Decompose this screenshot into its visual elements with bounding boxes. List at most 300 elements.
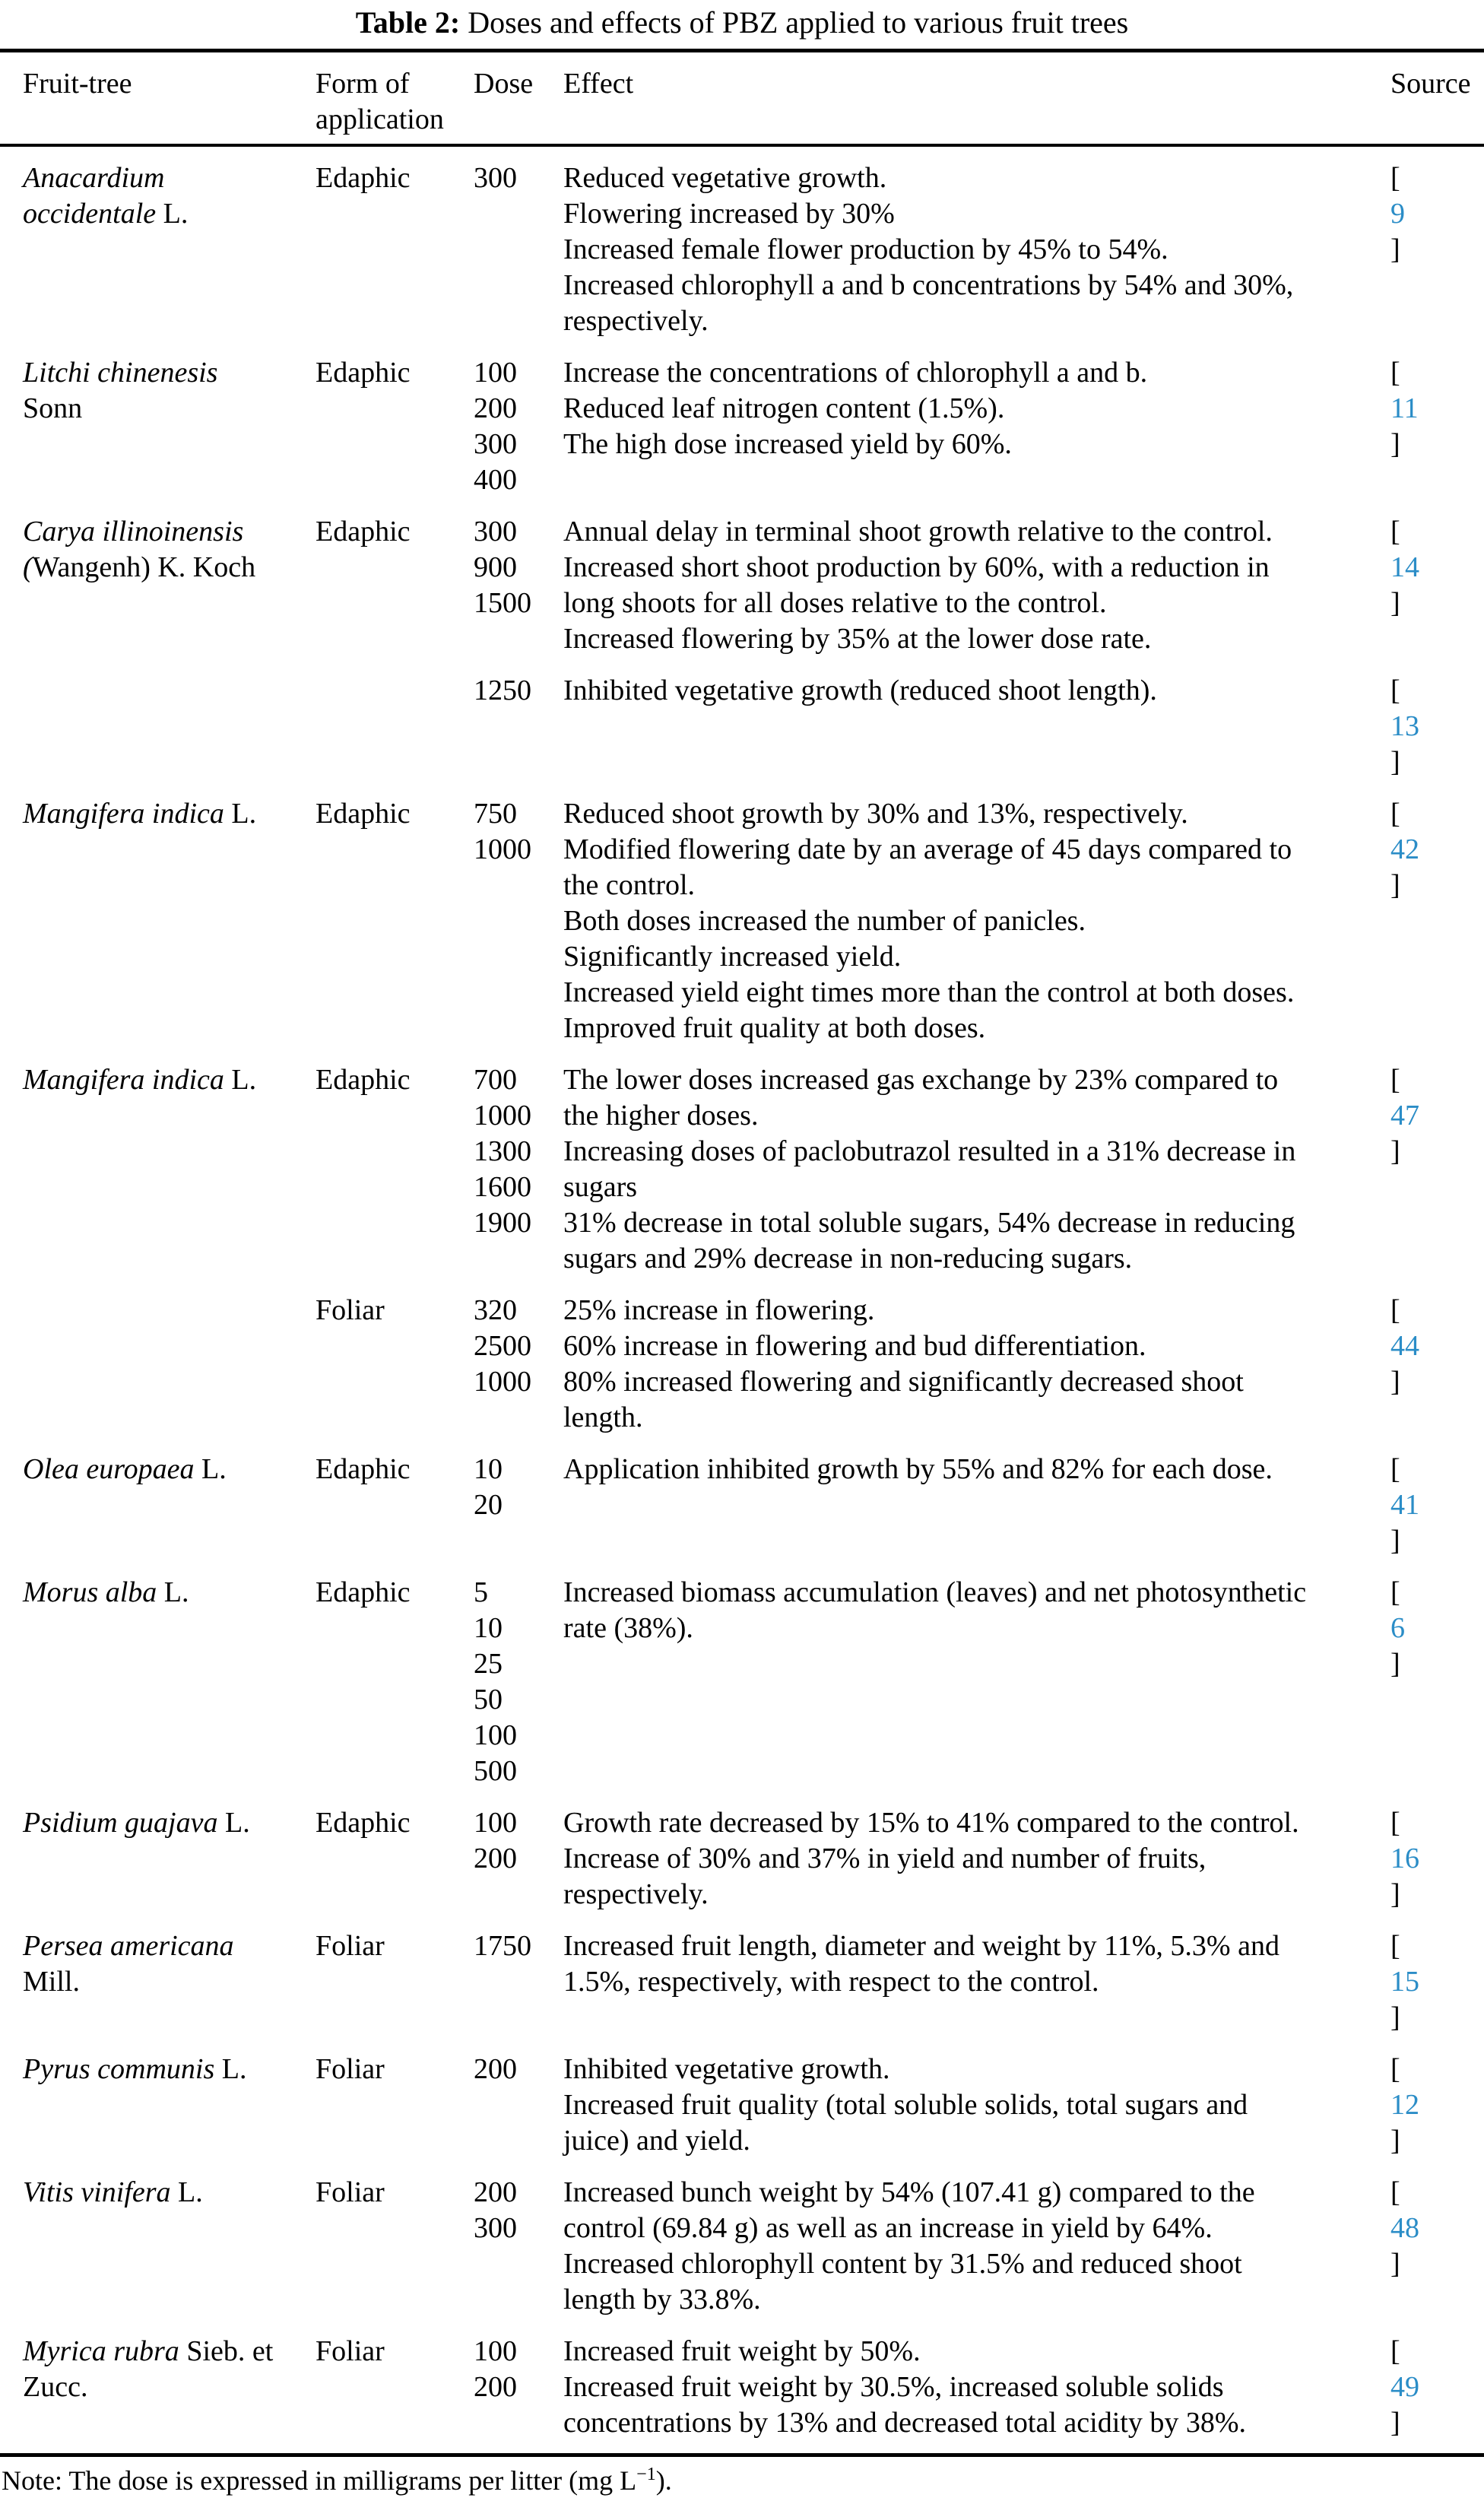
effect-line: Both doses increased the number of panicles.: [563, 905, 1086, 937]
citation-close-bracket: ]: [1390, 1878, 1400, 1910]
effect-cell: [563, 2334, 1380, 2441]
citation: [1390, 2334, 1469, 2441]
citation-close-bracket: ]: [1390, 2248, 1400, 2280]
species-name-italic: Psidium guajava: [23, 1807, 218, 1839]
effect-line: Reduced shoot growth by 30% and 13%, respectively.: [563, 798, 1188, 830]
citation-close-bracket: ]: [1390, 233, 1400, 265]
species-name-roman: L.: [194, 1453, 227, 1485]
effect-line: 31% decrease in total soluble sugars, 54% decrease in reducing: [563, 1207, 1295, 1239]
dose-value: 700: [474, 1064, 517, 1096]
fruit-tree-cell: [23, 2175, 316, 2318]
effect-cell: [563, 355, 1380, 498]
effect-cell: [563, 514, 1380, 657]
form-of-application-value: Foliar: [316, 1294, 385, 1326]
dose-value: 50: [474, 1684, 503, 1716]
form-of-application-cell: [316, 1805, 474, 1912]
species-name-roman: Mill.: [23, 1966, 80, 1998]
effect-line: Increased short shoot production by 60%, with a reduction in: [563, 551, 1270, 583]
source-cell: [1380, 2334, 1469, 2441]
table-row: [0, 1805, 1484, 1912]
dose-value: 1300: [474, 1135, 531, 1167]
citation-close-bracket: ]: [1390, 869, 1400, 901]
citation-open-bracket: [: [1390, 798, 1400, 830]
column-header-fruit-tree: [23, 66, 316, 138]
species-name-roman: L.: [156, 198, 189, 230]
effect-line: Annual delay in terminal shoot growth relative to the control.: [563, 516, 1273, 548]
effect-line: 25% increase in flowering.: [563, 1294, 875, 1326]
citation-open-bracket: [: [1390, 1064, 1400, 1096]
species-name-italic: Myrica rubra: [23, 2335, 179, 2367]
source-cell: [1380, 2175, 1469, 2318]
effect-line: Significantly increased yield.: [563, 941, 902, 973]
species-name-roman: Sonn: [23, 392, 83, 424]
fruit-tree-name-line: [23, 1805, 316, 1841]
effect-cell: [563, 1575, 1380, 1789]
effect-line: juice) and yield.: [563, 2125, 750, 2157]
dose-value: 1250: [474, 674, 531, 706]
fruit-tree-name-line: [23, 355, 316, 391]
dose-cell: [474, 514, 563, 657]
species-name-roman: L.: [170, 2176, 203, 2208]
species-name-roman: L.: [224, 1064, 257, 1096]
fruit-tree-cell: [23, 1062, 316, 1277]
citation-open-bracket: [: [1390, 2335, 1400, 2367]
species-name-italic: Vitis vinifera: [23, 2176, 171, 2208]
effect-line: Increased bunch weight by 54% (107.41 g) compared to the: [563, 2176, 1255, 2208]
footnote-superscript: −1: [636, 2465, 656, 2484]
species-name-italic: Anacardium: [23, 162, 165, 194]
effect-line: Inhibited vegetative growth.: [563, 2053, 890, 2085]
citation-open-bracket: [: [1390, 357, 1400, 389]
column-header-effect-label: Effect: [563, 68, 634, 100]
table-row: [0, 2175, 1484, 2318]
citation: [1390, 1805, 1469, 1912]
fruit-tree-cell: [23, 355, 316, 498]
dose-value: 200: [474, 2371, 517, 2403]
species-name-italic: occidentale: [23, 198, 157, 230]
source-cell: [1380, 673, 1469, 780]
effect-cell: [563, 796, 1380, 1046]
dose-value: 10: [474, 1453, 503, 1485]
form-of-application-cell: [316, 160, 474, 339]
dose-cell: [474, 2175, 563, 2318]
citation-open-bracket: [: [1390, 2176, 1400, 2208]
citation-close-bracket: ]: [1390, 587, 1400, 619]
species-name-italic: Olea europaea: [23, 1453, 195, 1485]
fruit-tree-name-line: [23, 514, 316, 550]
dose-value: 750: [474, 798, 517, 830]
table-row: [0, 673, 1484, 780]
effect-line: 60% increase in flowering and bud differentiation.: [563, 1330, 1146, 1362]
citation-link[interactable]: 14: [1390, 551, 1419, 583]
citation-link[interactable]: 15: [1390, 1966, 1419, 1998]
citation: [1390, 1452, 1469, 1559]
effect-line: Modified flowering date by an average of 45 days compared to: [563, 833, 1292, 865]
effect-line: sugars: [563, 1171, 638, 1203]
fruit-tree-name-line: [23, 2052, 316, 2087]
effect-line: The lower doses increased gas exchange by 23% compared to: [563, 1064, 1279, 1096]
effect-line: Increasing doses of paclobutrazol resulted in a 31% decrease in: [563, 1135, 1296, 1167]
dose-cell: [474, 160, 563, 339]
species-name-italic: Pyrus communis: [23, 2053, 215, 2085]
citation-open-bracket: [: [1390, 674, 1400, 706]
citation-close-bracket: ]: [1390, 1366, 1400, 1398]
effect-cell: [563, 673, 1380, 780]
dose-value: 200: [474, 2176, 517, 2208]
citation-link[interactable]: 13: [1390, 710, 1419, 742]
effect-cell: [563, 1062, 1380, 1277]
dose-value: 200: [474, 392, 517, 424]
dose-cell: [474, 2052, 563, 2159]
effect-line: Application inhibited growth by 55% and 82% for each dose.: [563, 1453, 1273, 1485]
source-cell: [1380, 796, 1469, 1046]
table-row: [0, 1452, 1484, 1559]
fruit-tree-cell: [23, 796, 316, 1046]
effect-line: Reduced vegetative growth.: [563, 162, 887, 194]
dose-value: 200: [474, 1843, 517, 1874]
source-cell: [1380, 1805, 1469, 1912]
citation-open-bracket: [: [1390, 162, 1400, 194]
form-of-application-cell: [316, 1293, 474, 1436]
effect-line: control (69.84 g) as well as an increase in yield by 64%.: [563, 2212, 1213, 2244]
form-of-application-value: Edaphic: [316, 516, 411, 548]
column-header-source: [1380, 66, 1471, 138]
effect-line: The high dose increased yield by 60%.: [563, 428, 1012, 460]
dose-value: 100: [474, 1719, 517, 1751]
citation-close-bracket: ]: [1390, 746, 1400, 778]
citation: [1390, 1575, 1469, 1682]
fruit-tree-cell: [23, 1575, 316, 1789]
species-name-roman: Zucc.: [23, 2371, 88, 2403]
citation: [1390, 796, 1469, 903]
dose-value: 1750: [474, 1930, 531, 1962]
dose-value: 300: [474, 162, 517, 194]
form-of-application-cell: [316, 1575, 474, 1789]
dose-value: 2500: [474, 1330, 531, 1362]
dose-cell: [474, 1452, 563, 1559]
species-name-roman: L.: [217, 1807, 250, 1839]
column-header-form-of-application: [316, 66, 474, 138]
citation-link[interactable]: 11: [1390, 392, 1419, 424]
effect-line: Increase of 30% and 37% in yield and number of fruits,: [563, 1843, 1207, 1874]
citation-open-bracket: [: [1390, 1294, 1400, 1326]
effect-cell: [563, 160, 1380, 339]
citation: [1390, 673, 1469, 780]
species-name-italic: Mangifera indica: [23, 1064, 224, 1096]
species-name-italic: Persea americana: [23, 1930, 234, 1962]
effect-cell: [563, 1293, 1380, 1436]
citation: [1390, 1928, 1469, 2036]
species-name-roman: L.: [157, 1576, 189, 1608]
effect-cell: [563, 1452, 1380, 1559]
form-of-application-cell: [316, 673, 474, 780]
effect-line: respectively.: [563, 305, 709, 337]
fruit-tree-cell: [23, 1928, 316, 2036]
fruit-tree-cell: [23, 160, 316, 339]
form-of-application-value: Edaphic: [316, 1453, 411, 1485]
table-row: [0, 2052, 1484, 2159]
fruit-tree-name-line: [23, 1062, 316, 1098]
dose-value: 5: [474, 1576, 488, 1608]
fruit-tree-name-line: [23, 2334, 316, 2369]
dose-value: 1500: [474, 587, 531, 619]
fruit-tree-name-line: [23, 1928, 316, 1964]
form-of-application-cell: [316, 2052, 474, 2159]
dose-value: 400: [474, 464, 517, 496]
citation-open-bracket: [: [1390, 1576, 1400, 1608]
form-of-application-value: Edaphic: [316, 1807, 411, 1839]
species-name-italic: Litchi chinenesis: [23, 357, 218, 389]
species-name-italic: (: [23, 551, 33, 583]
citation-close-bracket: ]: [1390, 1135, 1400, 1167]
form-of-application-cell: [316, 2175, 474, 2318]
dose-value: 300: [474, 428, 517, 460]
dose-cell: [474, 1805, 563, 1912]
form-of-application-value: Foliar: [316, 1930, 385, 1962]
dose-value: 320: [474, 1294, 517, 1326]
form-of-application-cell: [316, 2334, 474, 2441]
source-cell: [1380, 514, 1469, 657]
citation-link[interactable]: 9: [1390, 198, 1405, 230]
species-name-italic: Carya illinoinensis: [23, 516, 244, 548]
table-row: [0, 1575, 1484, 1789]
column-header-form-line1: Form of: [316, 68, 410, 100]
effect-line: Increased fruit weight by 30.5%, increased soluble solids: [563, 2371, 1224, 2403]
dose-value: 100: [474, 1807, 517, 1839]
citation-close-bracket: ]: [1390, 1525, 1400, 1557]
fruit-tree-cell: [23, 1293, 316, 1436]
citation-link[interactable]: 16: [1390, 1843, 1419, 1874]
citation-open-bracket: [: [1390, 1930, 1400, 1962]
effect-line: Increase the concentrations of chlorophyll a and b.: [563, 357, 1148, 389]
column-header-effect: [563, 66, 1380, 138]
table-footnote: [0, 2457, 1484, 2498]
effect-line: the control.: [563, 869, 696, 901]
form-of-application-value: Edaphic: [316, 1064, 411, 1096]
effect-line: length by 33.8%.: [563, 2284, 761, 2315]
dose-value: 500: [474, 1755, 517, 1787]
dose-value: 100: [474, 357, 517, 389]
dose-cell: [474, 1575, 563, 1789]
table-row: [0, 160, 1484, 339]
table-caption: [0, 3, 1484, 43]
effect-line: Reduced leaf nitrogen content (1.5%).: [563, 392, 1005, 424]
form-of-application-cell: [316, 1928, 474, 2036]
fruit-tree-name-line: [23, 1452, 316, 1487]
table-caption-label: Table 2:: [355, 5, 461, 40]
effect-line: Increased flowering by 35% at the lower dose rate.: [563, 623, 1152, 655]
effect-line: Increased female flower production by 45% to 54%.: [563, 233, 1168, 265]
dose-cell: [474, 1062, 563, 1277]
table-row: [0, 1293, 1484, 1436]
effect-line: Inhibited vegetative growth (reduced shoot length).: [563, 674, 1157, 706]
fruit-tree-name-line: [23, 1964, 316, 2000]
table-row: [0, 514, 1484, 657]
form-of-application-value: Edaphic: [316, 1576, 411, 1608]
form-of-application-cell: [316, 1452, 474, 1559]
citation: [1390, 1062, 1469, 1170]
table-caption-text: Doses and effects of PBZ applied to various fruit trees: [460, 5, 1129, 40]
citation-open-bracket: [: [1390, 1807, 1400, 1839]
dose-cell: [474, 355, 563, 498]
effect-line: sugars and 29% decrease in non-reducing sugars.: [563, 1243, 1133, 1274]
column-header-fruit-tree-label: Fruit-tree: [23, 68, 132, 100]
species-name-roman: Sieb. et: [179, 2335, 274, 2367]
effect-line: Increased fruit length, diameter and weight by 11%, 5.3% and: [563, 1930, 1279, 1962]
table-row: [0, 1062, 1484, 1277]
source-cell: [1380, 1452, 1469, 1559]
fruit-tree-name-line: [23, 2175, 316, 2211]
citation-link[interactable]: 41: [1390, 1489, 1419, 1521]
fruit-tree-name-line: [23, 796, 316, 832]
effect-line: length.: [563, 1401, 643, 1433]
source-cell: [1380, 160, 1469, 339]
table-row: [0, 2334, 1484, 2441]
effect-cell: [563, 1805, 1380, 1912]
dose-cell: [474, 673, 563, 780]
dose-value: 900: [474, 551, 517, 583]
fruit-tree-cell: [23, 2334, 316, 2441]
fruit-tree-cell: [23, 1805, 316, 1912]
citation: [1390, 514, 1469, 621]
form-of-application-value: Foliar: [316, 2335, 385, 2367]
citation-link[interactable]: 47: [1390, 1100, 1419, 1132]
source-cell: [1380, 1575, 1469, 1789]
citation-link[interactable]: 44: [1390, 1330, 1419, 1362]
form-of-application-value: Edaphic: [316, 798, 411, 830]
fruit-tree-name-line: [23, 391, 316, 427]
citation-close-bracket: ]: [1390, 428, 1400, 460]
form-of-application-cell: [316, 1062, 474, 1277]
citation: [1390, 355, 1469, 462]
source-cell: [1380, 355, 1469, 498]
dose-value: 1600: [474, 1171, 531, 1203]
fruit-tree-cell: [23, 2052, 316, 2159]
dose-cell: [474, 796, 563, 1046]
citation: [1390, 2175, 1469, 2282]
form-of-application-cell: [316, 796, 474, 1046]
citation-close-bracket: ]: [1390, 1648, 1400, 1680]
dose-cell: [474, 1928, 563, 2036]
fruit-tree-name-line: [23, 2369, 316, 2405]
fruit-tree-name-line: [23, 1575, 316, 1611]
effect-line: long shoots for all doses relative to the control.: [563, 587, 1107, 619]
dose-value: 300: [474, 516, 517, 548]
effect-cell: [563, 2052, 1380, 2159]
fruit-tree-cell: [23, 673, 316, 780]
effect-line: Increased biomass accumulation (leaves) and net photosynthetic: [563, 1576, 1307, 1608]
effect-line: Flowering increased by 30%: [563, 198, 895, 230]
form-of-application-cell: [316, 355, 474, 498]
dose-value: 20: [474, 1489, 503, 1521]
species-name-roman: L.: [224, 798, 257, 830]
form-of-application-value: Foliar: [316, 2053, 385, 2085]
source-cell: [1380, 1062, 1469, 1277]
fruit-tree-cell: [23, 1452, 316, 1559]
citation-link[interactable]: 49: [1390, 2371, 1419, 2403]
effect-line: Growth rate decreased by 15% to 41% compared to the control.: [563, 1807, 1299, 1839]
citation-link[interactable]: 6: [1390, 1612, 1405, 1644]
effect-line: respectively.: [563, 1878, 709, 1910]
citation-close-bracket: ]: [1390, 2001, 1400, 2033]
fruit-tree-name-line: [23, 550, 316, 586]
effect-line: 80% increased flowering and significantly decreased shoot: [563, 1366, 1244, 1398]
citation: [1390, 2052, 1469, 2159]
citation-close-bracket: ]: [1390, 2125, 1400, 2157]
footnote-text-end: ).: [655, 2465, 672, 2496]
table-body: [0, 147, 1484, 2453]
form-of-application-value: Edaphic: [316, 162, 411, 194]
species-name-italic: Morus alba: [23, 1576, 157, 1608]
species-name-roman: L.: [214, 2053, 247, 2085]
fruit-tree-name-line: [23, 196, 316, 232]
effect-line: Increased fruit quality (total soluble solids, total sugars and: [563, 2089, 1248, 2121]
citation-link[interactable]: 12: [1390, 2089, 1419, 2121]
form-of-application-value: Edaphic: [316, 357, 411, 389]
citation-open-bracket: [: [1390, 516, 1400, 548]
citation-open-bracket: [: [1390, 1453, 1400, 1485]
effect-line: Increased chlorophyll content by 31.5% and reduced shoot: [563, 2248, 1242, 2280]
effect-line: Increased chlorophyll a and b concentrations by 54% and 30%,: [563, 269, 1294, 301]
table-row: [0, 1928, 1484, 2036]
effect-line: rate (38%).: [563, 1612, 693, 1644]
table-row: [0, 796, 1484, 1046]
dose-value: 1900: [474, 1207, 531, 1239]
effect-cell: [563, 1928, 1380, 2036]
source-cell: [1380, 1928, 1469, 2036]
fruit-tree-cell: [23, 514, 316, 657]
effect-line: Increased fruit weight by 50%.: [563, 2335, 921, 2367]
column-header-form-line2: application: [316, 103, 444, 135]
citation-close-bracket: ]: [1390, 2407, 1400, 2439]
dose-value: 1000: [474, 833, 531, 865]
effect-line: concentrations by 13% and decreased total acidity by 38%.: [563, 2407, 1246, 2439]
species-name-roman: Wangenh) K. Koch: [32, 551, 256, 583]
dose-value: 10: [474, 1612, 503, 1644]
citation-link[interactable]: 42: [1390, 833, 1419, 865]
effect-line: Increased yield eight times more than the control at both doses.: [563, 976, 1295, 1008]
citation-link[interactable]: 48: [1390, 2212, 1419, 2244]
dose-value: 1000: [474, 1366, 531, 1398]
source-cell: [1380, 1293, 1469, 1436]
form-of-application-cell: [316, 514, 474, 657]
dose-value: 200: [474, 2053, 517, 2085]
species-name-italic: Mangifera indica: [23, 798, 224, 830]
effect-line: Improved fruit quality at both doses.: [563, 1012, 986, 1044]
dose-cell: [474, 2334, 563, 2441]
citation: [1390, 160, 1469, 268]
effect-cell: [563, 2175, 1380, 2318]
dose-value: 100: [474, 2335, 517, 2367]
table-header-row: [0, 52, 1484, 144]
dose-value: 1000: [474, 1100, 531, 1132]
column-header-dose-label: Dose: [474, 68, 534, 100]
source-cell: [1380, 2052, 1469, 2159]
dose-value: 25: [474, 1648, 503, 1680]
effect-line: 1.5%, respectively, with respect to the control.: [563, 1966, 1099, 1998]
dose-cell: [474, 1293, 563, 1436]
dose-value: 300: [474, 2212, 517, 2244]
column-header-source-label: Source: [1390, 68, 1471, 100]
fruit-tree-name-line: [23, 160, 316, 196]
citation-open-bracket: [: [1390, 2053, 1400, 2085]
citation: [1390, 1293, 1469, 1400]
form-of-application-value: Foliar: [316, 2176, 385, 2208]
table-row: [0, 355, 1484, 498]
footnote-text: Note: The dose is expressed in milligrams per litter (mg L: [2, 2465, 637, 2496]
column-header-dose: [474, 66, 563, 138]
effect-line: the higher doses.: [563, 1100, 759, 1132]
